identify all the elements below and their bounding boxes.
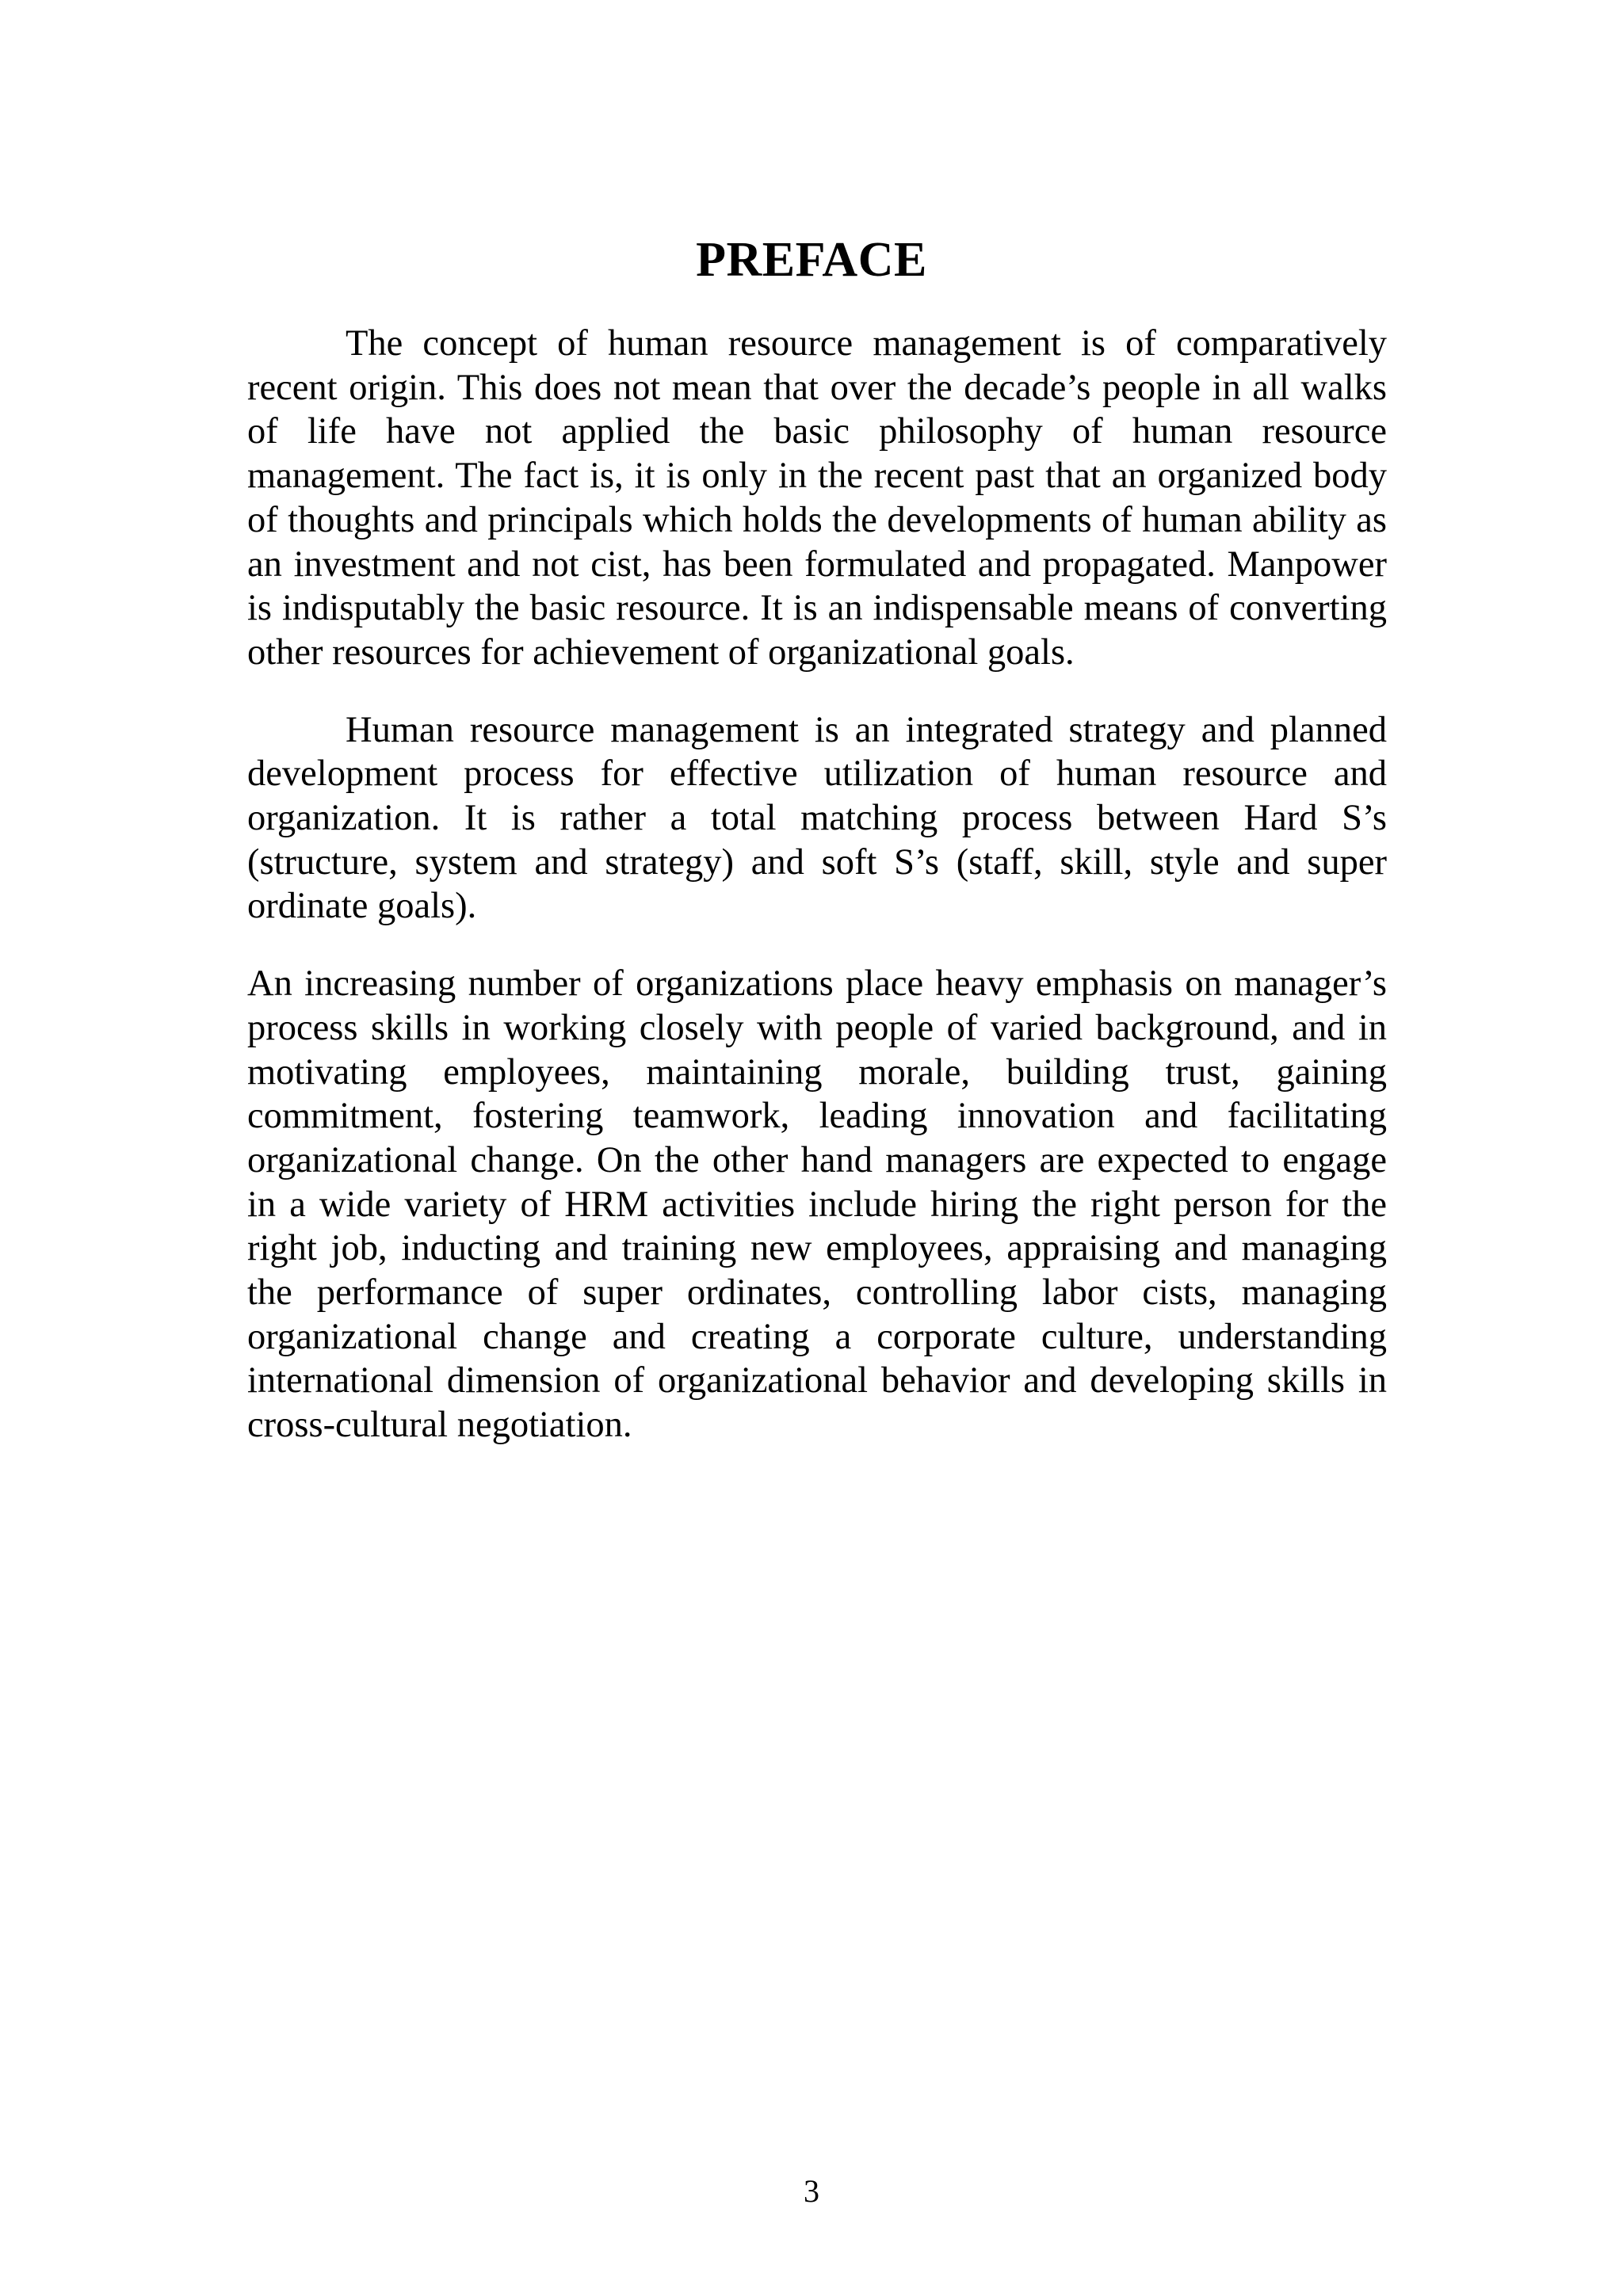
- document-body: [247, 322, 1387, 1481]
- paragraph-3: An increasing number of organizations place heavy emphasis on manager’s process skills in working closely with people of varied background, and in motivating employees, maintaining morale, building trust, gaining commitment, fostering teamwork, leading innovation and facilitating organizational change. On the other hand managers are expected to engage in a wide variety of HRM activities include hiring the right person for the right job, inducting and training new employees, appraising and managing the performance of super ordinates, controlling labor cists, managing organizational change and creating a corporate culture, understanding international dimension of organizational behavior and developing skills in cross-cultural negotiation.: [247, 963, 1387, 1446]
- paragraph-1: The concept of human resource management is of comparatively recent origin. This does not mean that over the decade’s people in all walks of life have not applied the basic philosophy of human resource management. The fact is, it is only in the recent past that an organized body of thoughts and principals which holds the developments of human ability as an investment and not cist, has been formulated and propagated. Manpower is indisputably the basic resource. It is an indispensable means of converting other resources for achievement of organizational goals.: [247, 323, 1387, 673]
- page-title: PREFACE: [696, 233, 927, 287]
- paragraph-2: Human resource management is an integrated strategy and planned development process for effective utilization of human resource and organization. It is rather a total matching process between Hard S’s (structure, system and strategy) and soft S’s (staff, skill, style and super ordinate goals).: [247, 709, 1387, 927]
- page-number: 3: [804, 2173, 819, 2209]
